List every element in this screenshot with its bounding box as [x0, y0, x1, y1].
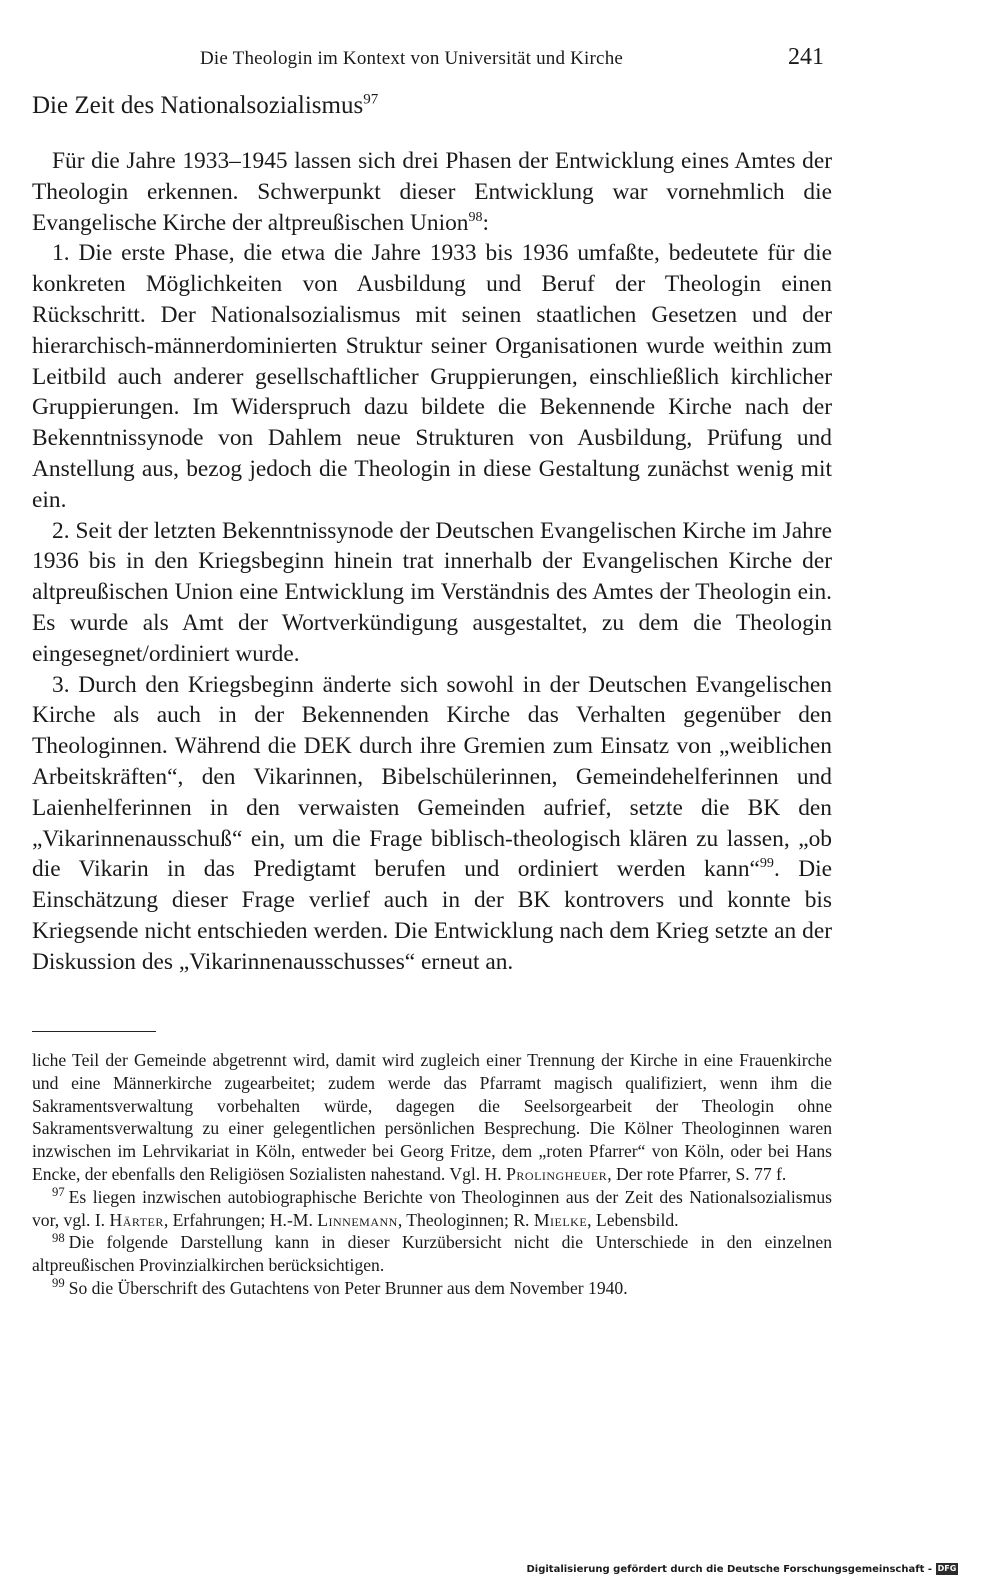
paragraph-phase-3-end: . Die Einschätzung dieser Frage verlief auch in der BK kontrovers und konnte bis Kriegsende nicht entschieden werden. Die Entwicklung nach dem Krieg setzte an der Diskussion des „Vikarinnenausschusses“ erneut an. [32, 856, 832, 975]
paragraph-intro [32, 146, 832, 238]
footnote-continued-end: , Der rote Pfarrer, S. 77 f. [607, 1163, 787, 1184]
footnote-99-text: So die Überschrift des Gutachtens von Peter Brunner aus dem November 1940. [68, 1277, 628, 1298]
paragraph-intro-end: : [482, 209, 489, 236]
credit-text: Digitalisierung gefördert durch die Deutsche Forschungsgemeinschaft - [526, 1563, 932, 1575]
footnote-ref-97[interactable]: 97 [363, 91, 379, 108]
page-number: 241 [788, 44, 824, 70]
author-name: Prolingheuer [506, 1163, 608, 1184]
footnotes [32, 1049, 832, 1300]
paragraph-phase-3-text: 3. Durch den Kriegsbeginn änderte sich sowohl in der Deutschen Evangelischen Kirche als auch in der Bekennenden Kirche das Verhalten gegenüber den Theologinnen. Während die DEK durch ihre Gremien zum Einsatz von „weiblichen Arbeitskräften“, den Vikarinnen, Bibelschülerinnen, Gemeindehelferinnen und Laienhelferinnen in den verwaisten Gemeinden aufrief, setzte die BK den „Vikarinnenausschuß“ ein, um die Frage biblisch-theologisch klären zu lassen, „ob die Vikarin in das Predigtamt berufen und ordiniert werden kann“ [32, 671, 832, 883]
author-name: Linnemann [317, 1209, 398, 1230]
footnote-97-text: , Erfahrungen; H.-M. [163, 1209, 313, 1230]
footnote-97-text: , Theologinnen; R. [397, 1209, 530, 1230]
paragraph-intro-text: Für die Jahre 1933–1945 lassen sich drei Phasen der Entwicklung eines Amtes der Theologin erkennen. Schwerpunkt dieser Entwicklung war vornehmlich die Evangelische Kirche der altpreußischen Union [32, 148, 832, 236]
section-heading-text: Die Zeit des Nationalsozialismus [32, 92, 364, 119]
footnote-continued-text: liche Teil der Gemeinde abgetrennt wird, damit wird zugleich einer Trennung der Kirche in eine Frauenkirche und eine Männerkirche zugearbeitet; zudem werde das Pfarramt magisch qualifiziert, wenn ihm die Sakramentsverwaltung vorbehalten würde, dagegen die Seelsorgearbeit der Theologin ohne Sakramentsverwaltung zu einer gelegentlichen persönlichen Besprechung. Die Kölner Theologinnen waren inzwischen im Lehrvikariat in Köln, entweder bei Georg Fritze, dem „roten Pfarrer“ von Köln, oder bei Hans Encke, der ebenfalls den Religiösen Sozialisten nahestand. Vgl. H. [32, 1050, 832, 1184]
author-name: Härter [109, 1209, 164, 1230]
running-title: Die Theologin im Kontext von Universität und Kirche [200, 48, 624, 69]
dfg-logo-icon: DFG [937, 1564, 957, 1573]
footnote-97-text: Es liegen inzwischen autobiographische Berichte von Theologinnen aus der Zeit des Nationalsozialismus vor, vgl. I. [32, 1186, 832, 1230]
running-header [0, 44, 1000, 84]
author-name: Mielke [533, 1209, 588, 1230]
footnote-98 [32, 1231, 832, 1277]
footnote-number: 98 [52, 1230, 65, 1245]
footnote-97 [32, 1186, 832, 1232]
footnote-continued [32, 1049, 832, 1186]
footnote-divider [32, 1031, 156, 1032]
paragraph-phase-2: 2. Seit der letzten Bekenntnissynode der Deutschen Evangelischen Kirche im Jahre 1936 bis in den Kriegsbeginn hinein trat innerhalb der Evangelischen Kirche der altpreußischen Union eine Entwicklung im Verständnis des Amtes der Theologin ein. Es wurde als Amt der Wortverkündigung ausgestaltet, zu dem die Theologin eingesegnet/ordiniert wurde. [32, 517, 832, 667]
digitization-credit [526, 1563, 958, 1575]
footnote-97-text: , Lebensbild. [587, 1209, 679, 1230]
footnote-ref-99[interactable]: 99 [759, 855, 774, 872]
paragraph-phase-3 [32, 670, 832, 978]
footnote-99 [32, 1277, 832, 1300]
paragraph-phase-1: 1. Die erste Phase, die etwa die Jahre 1933 bis 1936 umfaßte, bedeutete für die konkreten Möglichkeiten von Ausbildung und Beruf der Theologin einen Rückschritt. Der Nationalsozialismus mit seinen staatlichen Gesetzen und der hierarchisch-männerdominierten Struktur seiner Organisationen wurde weithin zum Leitbild auch anderer gesellschaftlicher Gruppierungen, einschließlich kirchlicher Gruppierungen. Im Widerspruch dazu bildete die Bekennende Kirche nach der Bekenntnissynode von Dahlem neue Strukturen von Ausbildung, Prüfung und Anstellung aus, bezog jedoch die Theologin in diese Gestaltung zunächst wenig mit ein. [32, 240, 832, 513]
section-heading [32, 92, 378, 120]
footnote-number: 97 [52, 1184, 65, 1199]
footnote-ref-98[interactable]: 98 [468, 208, 483, 225]
footnote-98-text: Die folgende Darstellung kann in dieser Kurzübersicht nicht die Unterschiede in den einzelnen altpreußischen Provinzialkirchen berücksichtigen. [32, 1232, 832, 1276]
body-text [32, 146, 832, 978]
footnote-number: 99 [52, 1276, 65, 1291]
